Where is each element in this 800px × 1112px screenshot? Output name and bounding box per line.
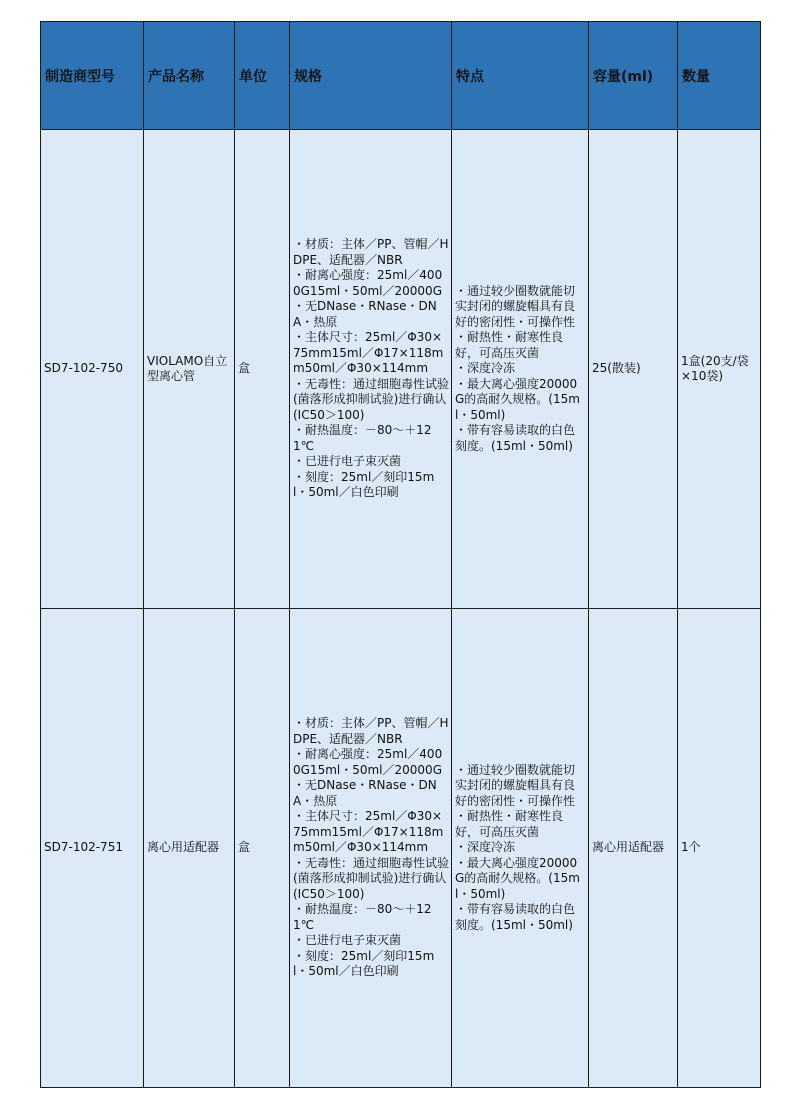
feature-line: ・耐热性・耐寒性良好，可高压灭菌 <box>455 330 564 360</box>
feature-line: ・深度冷冻 <box>455 840 516 855</box>
header-row <box>41 22 761 130</box>
spec-list <box>293 237 449 501</box>
table-row <box>41 130 761 609</box>
feature-line: ・最大离心强度20000G的高耐久规格。(15ml・50ml) <box>455 376 580 422</box>
cell-product-name: 离心用适配器 <box>144 609 235 1088</box>
feature-line: ・带有容易读取的白色刻度。(15ml・50ml) <box>455 423 576 453</box>
cell-capacity: 离心用适配器 <box>589 609 678 1088</box>
header-quantity: 数量 <box>678 22 761 130</box>
header-product-name: 产品名称 <box>144 22 235 130</box>
cell-model: SD7-102-751 <box>41 609 144 1088</box>
cell-capacity: 25(散装) <box>589 130 678 609</box>
spec-line: ・无DNase・RNase・DNA・热原 <box>293 299 437 329</box>
header-features: 特点 <box>452 22 589 130</box>
cell-unit: 盒 <box>235 130 290 609</box>
spec-line: ・刻度：25ml／刻印15ml・50ml／白色印刷 <box>293 948 435 979</box>
spec-line: ・耐离心强度：25ml／4000G15ml・50ml／20000G <box>293 268 443 298</box>
table-row <box>41 609 761 1088</box>
spec-line: ・材质：主体／PP、管帽／HDPE、适配器／NBR <box>293 237 449 267</box>
spec-list <box>293 716 449 980</box>
cell-features <box>452 609 589 1088</box>
cell-model: SD7-102-750 <box>41 130 144 609</box>
header-capacity: 容量(ml) <box>589 22 678 130</box>
feature-line: ・最大离心强度20000G的高耐久规格。(15ml・50ml) <box>455 855 580 901</box>
spec-line: ・已进行电子束灭菌 <box>293 454 402 469</box>
header-model: 制造商型号 <box>41 22 144 130</box>
cell-quantity: 1个 <box>678 609 761 1088</box>
product-table <box>40 21 761 1088</box>
feature-line: ・通过较少圈数就能切实封闭的螺旋帽具有良好的密闭性・可操作性 <box>455 762 576 808</box>
cell-spec <box>290 130 452 609</box>
feature-line: ・耐热性・耐寒性良好，可高压灭菌 <box>455 809 564 839</box>
cell-product-name: VIOLAMO自立型离心管 <box>144 130 235 609</box>
spec-line: ・耐热温度：－80～＋121℃ <box>293 423 432 453</box>
feature-line: ・通过较少圈数就能切实封闭的螺旋帽具有良好的密闭性・可操作性 <box>455 283 576 329</box>
feature-line: ・深度冷冻 <box>455 361 516 376</box>
header-spec: 规格 <box>290 22 452 130</box>
features-list <box>455 763 586 934</box>
cell-unit: 盒 <box>235 609 290 1088</box>
cell-spec <box>290 609 452 1088</box>
spec-line: ・已进行电子束灭菌 <box>293 933 402 948</box>
header-unit: 单位 <box>235 22 290 130</box>
spec-line: ・无毒性：通过细胞毒性试验(菌落形成抑制试验)进行确认(IC50＞100) <box>293 855 450 901</box>
spec-line: ・无DNase・RNase・DNA・热原 <box>293 778 437 808</box>
spec-line: ・主体尺寸：25ml／Φ30×75mm15ml／Φ17×118mm50ml／Φ30×114mm <box>293 809 444 855</box>
cell-quantity: 1盒(20支/袋×10袋) <box>678 130 761 609</box>
feature-line: ・带有容易读取的白色刻度。(15ml・50ml) <box>455 902 576 932</box>
spec-line: ・刻度：25ml／刻印15ml・50ml／白色印刷 <box>293 469 435 500</box>
spec-line: ・无毒性：通过细胞毒性试验(菌落形成抑制试验)进行确认(IC50＞100) <box>293 376 450 422</box>
spec-line: ・耐热温度：－80～＋121℃ <box>293 902 432 932</box>
features-list <box>455 284 586 455</box>
spec-line: ・耐离心强度：25ml／4000G15ml・50ml／20000G <box>293 747 443 777</box>
spec-line: ・主体尺寸：25ml／Φ30×75mm15ml／Φ17×118mm50ml／Φ30×114mm <box>293 330 444 376</box>
spec-line: ・材质：主体／PP、管帽／HDPE、适配器／NBR <box>293 716 449 746</box>
cell-features <box>452 130 589 609</box>
